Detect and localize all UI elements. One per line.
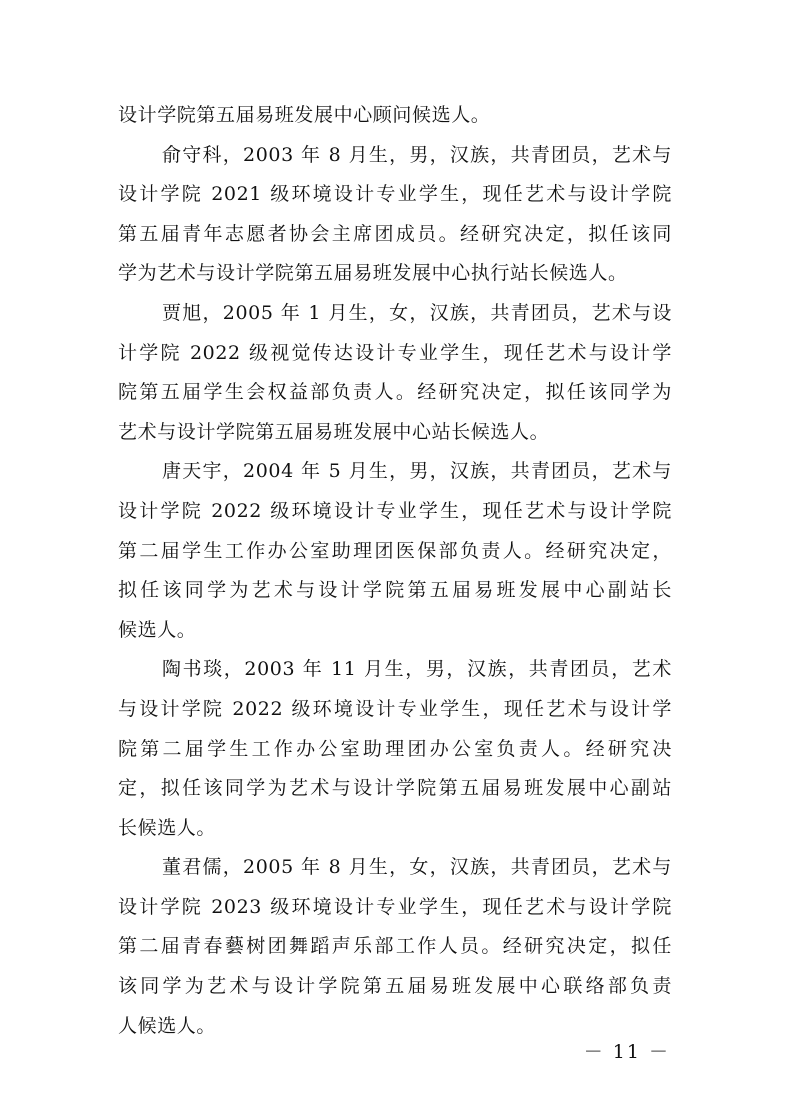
- text-line: 计学院 2022 级视觉传达设计专业学生，现任艺术与设计学: [118, 341, 672, 364]
- text-line: 第二届学生工作办公室助理团医保部负责人。经研究决定，: [118, 539, 672, 562]
- text-line: 贾旭，2005 年 1 月生，女，汉族，共青团员，艺术与设: [162, 301, 672, 324]
- text-line: 院第五届学生会权益部负责人。经研究决定，拟任该同学为: [118, 381, 672, 404]
- text-line: 人候选人。: [118, 1014, 217, 1037]
- text-line: 第二届青春藝树团舞蹈声乐部工作人员。经研究决定，拟任: [118, 935, 672, 958]
- text-line: 与设计学院 2022 级环境设计专业学生，现任艺术与设计学: [118, 697, 672, 720]
- text-line: 设计学院 2021 级环境设计专业学生，现任艺术与设计学院: [118, 183, 672, 206]
- text-line: 候选人。: [118, 618, 197, 641]
- text-line: 唐天宇，2004 年 5 月生，男，汉族，共青团员，艺术与: [162, 460, 672, 483]
- page-number: － 11 －: [583, 1041, 670, 1063]
- text-line: 拟任该同学为艺术与设计学院第五届易班发展中心副站长: [118, 579, 672, 602]
- document-body: [118, 96, 672, 1046]
- text-line: 该同学为艺术与设计学院第五届易班发展中心联络部负责: [118, 975, 672, 998]
- text-line: 院第二届学生工作办公室助理团办公室负责人。经研究决: [118, 737, 672, 760]
- text-line: 学为艺术与设计学院第五届易班发展中心执行站长候选人。: [118, 262, 628, 285]
- text-line: 定，拟任该同学为艺术与设计学院第五届易班发展中心副站: [118, 777, 672, 800]
- text-line: 设计学院第五届易班发展中心顾问候选人。: [118, 104, 491, 126]
- text-line: 董君儒，2005 年 8 月生，女，汉族，共青团员，艺术与: [162, 856, 672, 879]
- text-line: 艺术与设计学院第五届易班发展中心站长候选人。: [118, 420, 550, 443]
- text-line: 第五届青年志愿者协会主席团成员。经研究决定，拟任该同: [118, 222, 672, 245]
- text-line: 设计学院 2022 级环境设计专业学生，现任艺术与设计学院: [118, 499, 672, 522]
- text-line: 长候选人。: [118, 816, 217, 839]
- text-line: 设计学院 2023 级环境设计专业学生，现任艺术与设计学院: [118, 895, 672, 918]
- text-line: 陶书琰，2003 年 11 月生，男，汉族，共青团员，艺术: [162, 658, 672, 681]
- text-line: 俞守科，2003 年 8 月生，男，汉族，共青团员，艺术与: [162, 143, 672, 166]
